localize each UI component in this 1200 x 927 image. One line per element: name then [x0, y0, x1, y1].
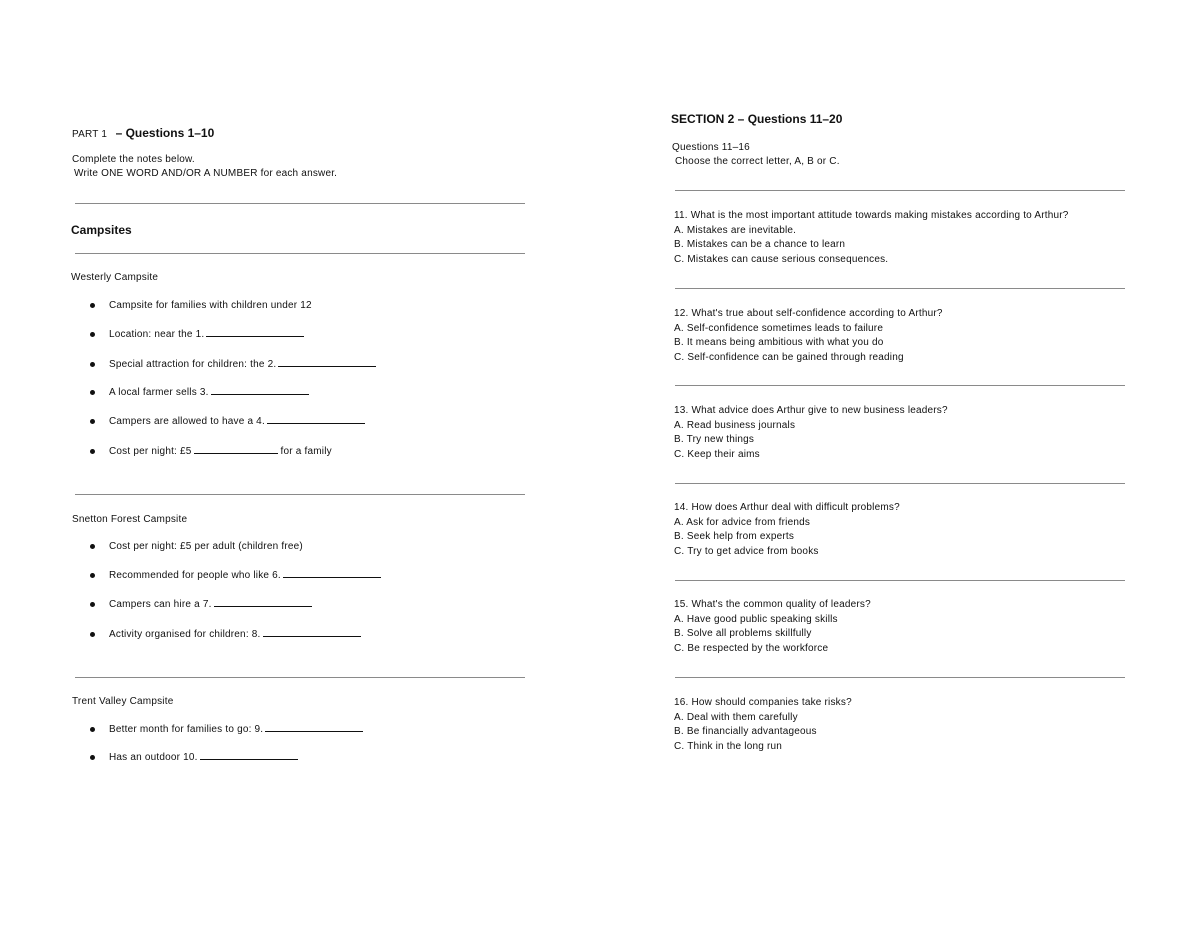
- answer-blank-2[interactable]: [278, 365, 376, 367]
- section2-title: SECTION 2 – Questions 11–20: [671, 112, 843, 126]
- part-label: PART 1: [72, 129, 108, 140]
- divider: [675, 483, 1125, 484]
- instruction-word-limit: Write ONE WORD AND/OR A NUMBER for each answer.: [74, 168, 338, 179]
- question-text: 12. What's true about self-confidence according to Arthur?: [674, 308, 943, 319]
- answer-blank-3[interactable]: [211, 393, 309, 395]
- option-a[interactable]: A. Mistakes are inevitable.: [674, 224, 797, 236]
- part1-header: [72, 124, 214, 142]
- option-b[interactable]: B. Mistakes can be a chance to learn: [674, 239, 846, 251]
- divider: [675, 580, 1125, 581]
- bullet-icon: [90, 449, 95, 454]
- answer-blank-5[interactable]: [194, 452, 278, 454]
- bullet-icon: [90, 632, 95, 637]
- option-b[interactable]: B. Seek help from experts: [674, 531, 795, 543]
- option-c[interactable]: C. Think in the long run: [674, 741, 783, 753]
- answer-blank-10[interactable]: [200, 758, 298, 760]
- question-block: [674, 598, 871, 657]
- option-a[interactable]: A. Read business journals: [674, 419, 796, 431]
- section2-instruction: Choose the correct letter, A, B or C.: [675, 156, 840, 167]
- option-a[interactable]: A. Self-confidence sometimes leads to failure: [674, 322, 884, 334]
- divider: [75, 494, 525, 495]
- question-block: [674, 404, 948, 463]
- answer-blank-8[interactable]: [263, 635, 361, 637]
- bullet-icon: [90, 332, 95, 337]
- bullet-icon: [90, 544, 95, 549]
- bullet-icon: [90, 755, 95, 760]
- question-block: [674, 209, 1069, 268]
- answer-blank-4[interactable]: [267, 422, 365, 424]
- question-block: [674, 501, 900, 560]
- answer-blank-6[interactable]: [283, 576, 381, 578]
- option-c[interactable]: C. Be respected by the workforce: [674, 643, 829, 655]
- section-title-trent: Trent Valley Campsite: [72, 696, 174, 707]
- option-a[interactable]: A. Ask for advice from friends: [674, 516, 811, 528]
- bullet-icon: [90, 727, 95, 732]
- divider: [675, 677, 1125, 678]
- option-c[interactable]: C. Mistakes can cause serious consequences.: [674, 254, 889, 266]
- divider: [675, 190, 1125, 191]
- section-title-westerly: Westerly Campsite: [71, 272, 159, 283]
- bullet-icon: [90, 390, 95, 395]
- bullet-icon: [90, 573, 95, 578]
- divider: [75, 677, 525, 678]
- bullet-icon: [90, 303, 95, 308]
- instruction-complete: Complete the notes below.: [72, 154, 195, 165]
- part-title: – Questions 1–10: [115, 126, 215, 140]
- divider: [75, 203, 525, 204]
- answer-blank-7[interactable]: [214, 605, 312, 607]
- divider: [675, 385, 1125, 386]
- question-text: 16. How should companies take risks?: [674, 697, 852, 708]
- divider: [75, 253, 525, 254]
- question-text: 14. How does Arthur deal with difficult problems?: [674, 502, 900, 513]
- option-b[interactable]: B. It means being ambitious with what you do: [674, 337, 884, 349]
- option-a[interactable]: A. Deal with them carefully: [674, 711, 798, 723]
- option-c[interactable]: C. Try to get advice from books: [674, 546, 819, 558]
- option-c[interactable]: C. Self-confidence can be gained through reading: [674, 352, 904, 364]
- divider: [675, 288, 1125, 289]
- question-text: 13. What advice does Arthur give to new business leaders?: [674, 405, 948, 416]
- question-block: [674, 307, 943, 366]
- question-text: 11. What is the most important attitude towards making mistakes according to Arthur?: [674, 210, 1069, 221]
- option-b[interactable]: B. Try new things: [674, 434, 755, 446]
- option-c[interactable]: C. Keep their aims: [674, 449, 760, 461]
- bullet-icon: [90, 602, 95, 607]
- option-b[interactable]: B. Solve all problems skillfully: [674, 628, 812, 640]
- section2-subheading: Questions 11–16: [672, 142, 750, 153]
- option-b[interactable]: B. Be financially advantageous: [674, 726, 817, 738]
- answer-blank-9[interactable]: [265, 730, 363, 732]
- bullet-icon: [90, 419, 95, 424]
- answer-blank-1[interactable]: [206, 335, 304, 337]
- option-a[interactable]: A. Have good public speaking skills: [674, 613, 838, 625]
- section-title-snetton: Snetton Forest Campsite: [72, 514, 188, 525]
- question-block: [674, 696, 852, 755]
- bullet-icon: [90, 362, 95, 367]
- notes-heading: Campsites: [71, 223, 132, 237]
- question-text: 15. What's the common quality of leaders?: [674, 599, 871, 610]
